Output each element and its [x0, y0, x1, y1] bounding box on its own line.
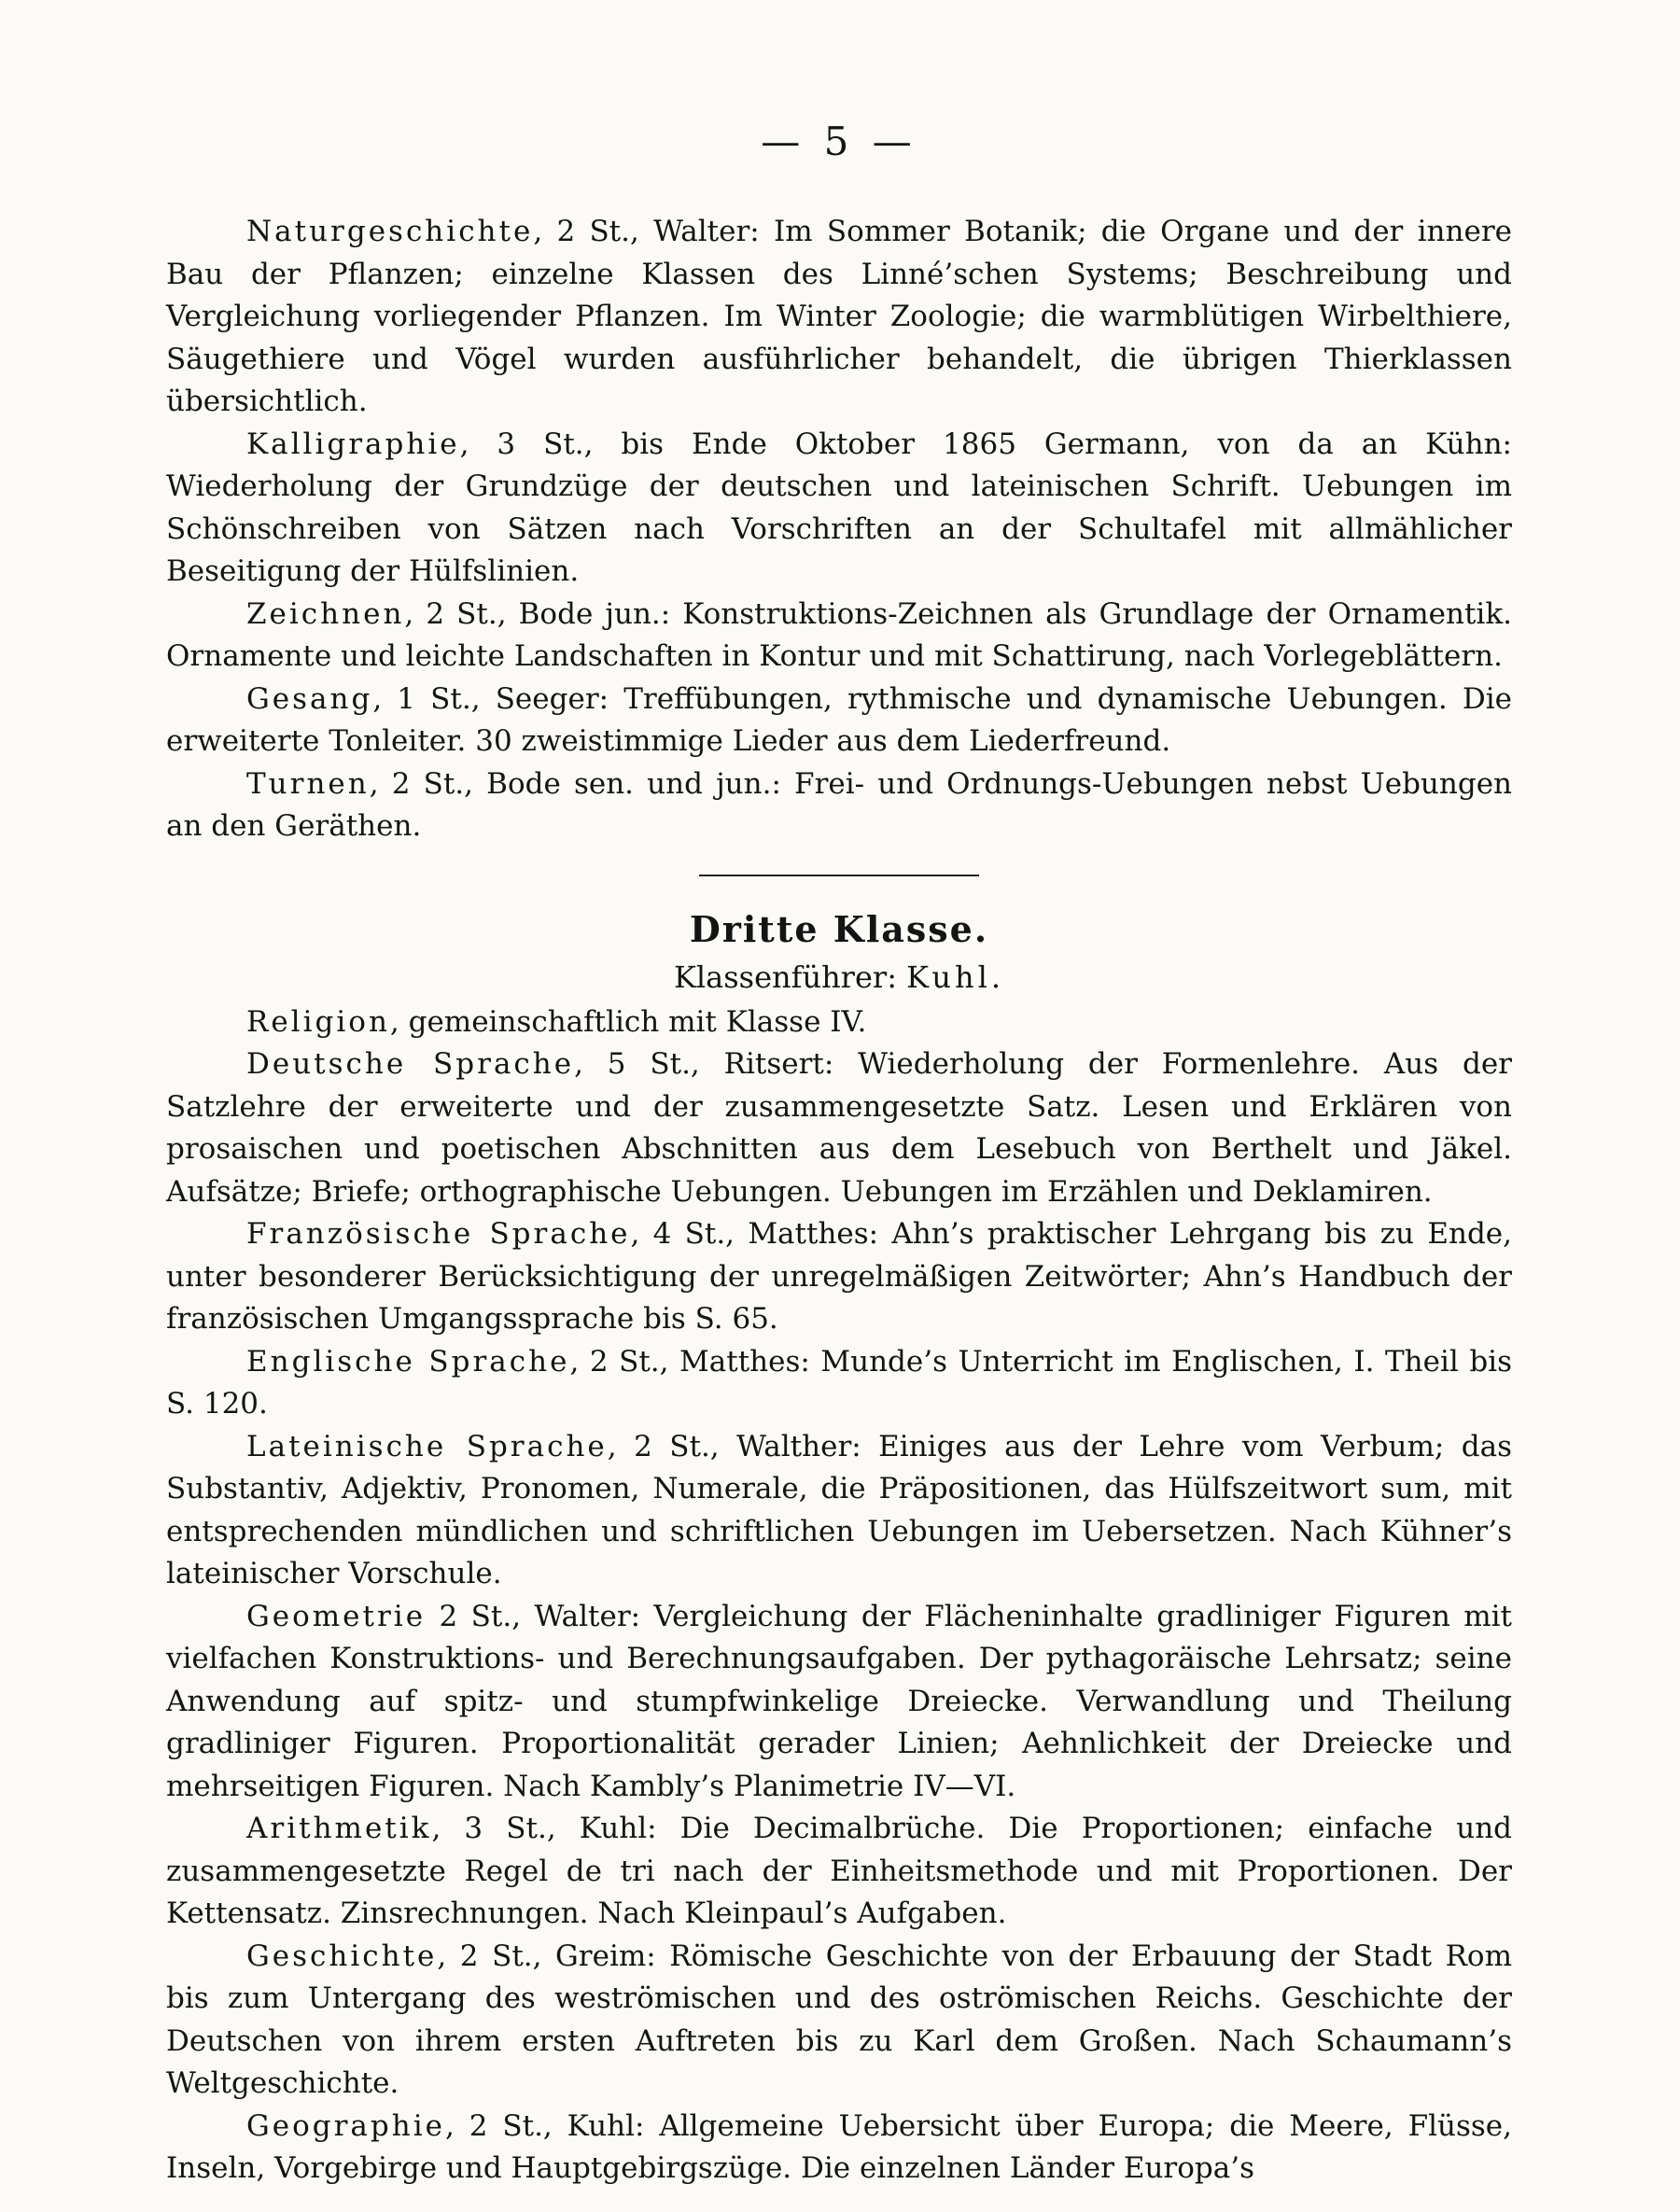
subject-text: , 2 St., Greim: Römische Geschichte von der Erbauung der Stadt Rom bis zum Untergang des weströmischen und des oströmischen Reichs. Geschichte der Deutschen von ihrem ersten Auftreten bis zu Karl dem Großen. Nach Schaumann’s Weltgeschichte.	[166, 1939, 1512, 2100]
subject-heading: Geometrie	[246, 1599, 427, 1633]
subject-heading: Lateinische Sprache	[246, 1429, 608, 1463]
subject-paragraph	[166, 2106, 1512, 2191]
subject-heading: Kalligraphie	[246, 427, 460, 461]
subject-text: , 4 St., Matthes: Ahn’s praktischer Lehrgang bis zu Ende, unter besonderer Berücksichtigung der unregelmäßigen Zeitwörter; Ahn’s Handbuch der französischen Umgangssprache bis S. 65.	[166, 1217, 1512, 1336]
subject-paragraph	[166, 1808, 1512, 1936]
subject-heading: Deutsche Sprache	[246, 1047, 575, 1081]
subject-paragraph	[166, 679, 1512, 763]
class-leader	[166, 955, 1512, 1000]
subject-text: , 2 St., Bode jun.: Konstruktions-Zeichnen als Grundlage der Ornamentik. Ornamente und leichte Landschaften in Kontur und mit Schattirung, nach Vorlegeblättern.	[166, 596, 1512, 673]
subject-paragraph	[166, 1213, 1512, 1341]
subject-text: , 2 St., Walter: Im Sommer Botanik; die Organe und der innere Bau der Pflanzen; einzelne Klassen des Linné’schen Systems; Beschreibung und Vergleichung vorliegender Pflanzen. Im Winter Zoologie; die warmblütigen Wirbelthiere, Säugethiere und Vögel wurden ausführlicher behandelt, die übrigen Thierklassen übersichtlich.	[166, 215, 1512, 418]
subject-heading: Geographie	[246, 2108, 445, 2143]
subject-paragraph	[166, 1426, 1512, 1596]
subject-text: , 3 St., bis Ende Oktober 1865 Germann, von da an Kühn: Wiederholung der Grundzüge der deutschen und lateinischen Schrift. Uebungen im Schönschreiben von Sätzen nach Vorschriften an der Schultafel mit allmählicher Beseitigung der Hülfslinien.	[166, 427, 1512, 588]
subject-heading: Religion	[246, 1004, 390, 1039]
subjects-block-upper	[166, 211, 1512, 848]
section-divider	[699, 875, 979, 876]
subject-text: , gemeinschaftlich mit Klasse IV.	[389, 1004, 867, 1039]
subject-paragraph	[166, 424, 1512, 594]
subject-text: , 2 St., Walther: Einiges aus der Lehre vom Verbum; das Substantiv, Adjektiv, Pronomen, Numerale, die Präpositionen, das Hülfszeitwort sum, mit entsprechenden mündlichen und schriftlichen Uebungen im Uebersetzen. Nach Kühner’s lateinischer Vorschule.	[166, 1429, 1513, 1590]
subject-heading: Gesang	[246, 681, 373, 716]
subject-text: , 2 St., Bode sen. und jun.: Frei- und Ordnungs-Uebungen nebst Uebungen an den Geräthen.	[166, 766, 1512, 843]
section-title: Dritte Klasse.	[689, 907, 989, 950]
subject-heading: Geschichte	[246, 1939, 438, 1973]
subject-text: , 2 St., Kuhl: Allgemeine Uebersicht über Europa; die Meere, Flüsse, Inseln, Vorgebirge und Hauptgebirgszüge. Die einzelnen Länder Europa’s	[166, 2108, 1512, 2185]
subject-text: , 1 St., Seeger: Treffübungen, rythmische und dynamische Uebungen. Die erweiterte Tonleiter. 30 zweistimmige Lieder aus dem Liederfreund.	[166, 681, 1512, 758]
subject-paragraph	[166, 594, 1512, 679]
subject-text: , 5 St., Ritsert: Wiederholung der Formenlehre. Aus der Satzlehre der erweiterte und der zusammengesetzte Satz. Lesen und Erklären von prosaischen und poetischen Abschnitten aus dem Lesebuch von Berthelt und Jäkel. Aufsätze; Briefe; orthographische Uebungen. Uebungen im Erzählen und Deklamiren.	[166, 1047, 1512, 1209]
subject-paragraph	[166, 1001, 1512, 1044]
subjects-block-lower	[166, 1001, 1512, 2191]
subject-text: , 3 St., Kuhl: Die Decimalbrüche. Die Proportionen; einfache und zusammengesetzte Regel de tri nach der Einheitsmethode und mit Proportionen. Der Kettensatz. Zinsrechnungen. Nach Kleinpaul’s Aufgaben.	[166, 1812, 1512, 1930]
page-number: — 5 —	[761, 119, 917, 164]
subject-paragraph	[166, 1043, 1512, 1213]
subject-heading: Arithmetik	[246, 1812, 432, 1845]
subject-text: 2 St., Walter: Vergleichung der Flächeninhalte gradliniger Figuren mit vielfachen Konstruktions- und Berechnungsaufgaben. Der pythagoräische Lehrsatz; seine Anwendung auf spitz- und stumpfwinkelige Dreiecke. Verwandlung und Theilung gradliniger Figuren. Proportionalität gerader Linien; Aehnlichkeit der Dreiecke und mehrseitigen Figuren. Nach Kambly’s Planimetrie IV—VI.	[166, 1599, 1512, 1803]
subject-paragraph	[166, 763, 1512, 848]
subject-heading: Turnen	[246, 766, 370, 801]
subject-heading: Englische Sprache	[246, 1344, 570, 1379]
subject-heading: Naturgeschichte	[246, 215, 534, 248]
class-leader-label: Klassenführer:	[674, 959, 907, 995]
subject-text: , 2 St., Matthes: Munde’s Unterricht im Englischen, I. Theil bis S. 120.	[166, 1344, 1512, 1421]
subject-heading: Französische Sprache	[246, 1217, 631, 1251]
subject-paragraph	[166, 1936, 1512, 2106]
subject-paragraph	[166, 1596, 1512, 1809]
subject-heading: Zeichnen	[246, 596, 405, 631]
subject-paragraph	[166, 1341, 1512, 1426]
class-leader-name: Kuhl.	[906, 959, 1004, 995]
subject-paragraph	[166, 211, 1512, 424]
